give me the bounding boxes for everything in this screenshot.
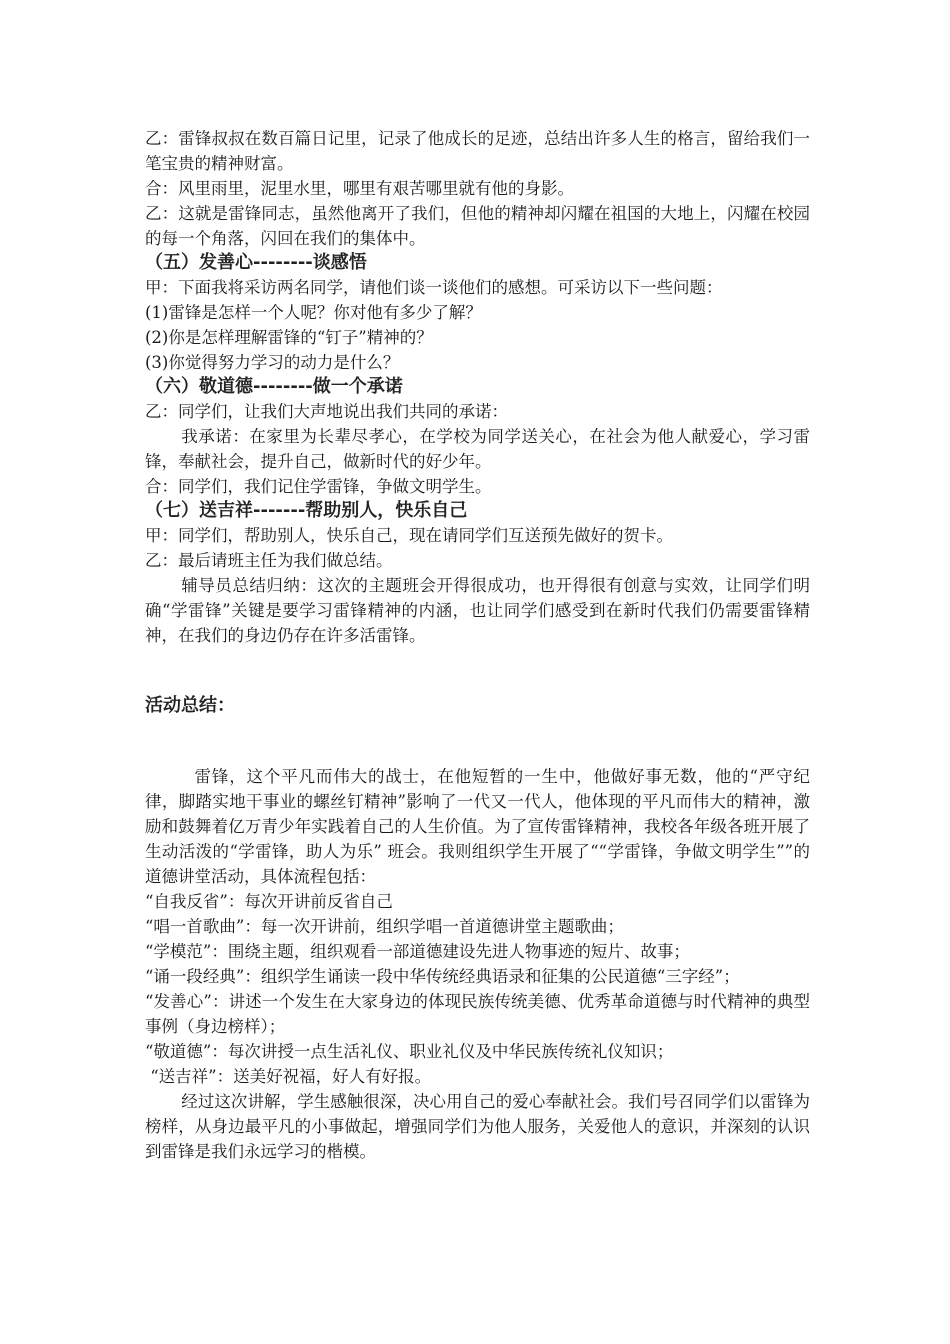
paragraph: 乙：雷锋叔叔在数百篇日记里，记录了他成长的足迹，总结出许多人生的格言，留给我们一笔宝贵的精神财富。 bbox=[145, 129, 810, 173]
summary-intro: 雷锋，这个平凡而伟大的战士，在他短暂的一生中，他做好事无数，他的“严守纪律，脚踏实地干事业的螺丝钉精神”影响了一代又一代人，他体现的平凡而伟大的精神，激励和鼓舞着亿万青少年实践着自己的人生价值。为了宣传雷锋精神，我校各年级各班开展了生动活泼的“学雷锋，助人为乐” 班会。我则组织学生开展了““学雷锋，争做文明学生””的道德讲堂活动，具体流程包括： bbox=[145, 767, 810, 886]
question-item: (1)雷锋是怎样一个人呢？你对他有多少了解？ bbox=[145, 303, 482, 322]
paragraph: 乙：同学们，让我们大声地说出我们共同的承诺： bbox=[145, 402, 508, 421]
section-heading-7: （七）送吉祥-------帮助别人，快乐自己 bbox=[145, 500, 468, 521]
summary-title: 活动总结： bbox=[145, 695, 235, 716]
list-item: “发善心”：讲述一个发生在大家身边的体现民族传统美德、优秀革命道德与时代精神的典型事例（身边榜样）； bbox=[145, 992, 810, 1036]
paragraph: 乙：最后请班主任为我们做总结。 bbox=[145, 551, 393, 570]
section-heading-6: （六）敬道德--------做一个承诺 bbox=[145, 376, 403, 397]
question-item: (3)你觉得努力学习的动力是什么？ bbox=[145, 353, 400, 372]
list-item: “诵一段经典”：组织学生诵读一段中华传统经典语录和征集的公民道德“三字经”； bbox=[145, 967, 740, 986]
question-item: (2)你是怎样理解雷锋的“钉子”精神的？ bbox=[145, 328, 433, 347]
closing-paragraph: 辅导员总结归纳：这次的主题班会开得很成功，也开得很有创意与实效，让同学们明确“学雷锋”关键是要学习雷锋精神的内涵，也让同学们感受到在新时代我们仍需要雷锋精神，在我们的身边仍存在许多活雷锋。 bbox=[145, 576, 810, 645]
paragraph: 合：风里雨里，泥里水里，哪里有艰苦哪里就有他的身影。 bbox=[145, 179, 574, 198]
document-page bbox=[145, 126, 810, 1164]
list-item: “唱一首歌曲”：每一次开讲前，组织学唱一首道德讲堂主题歌曲； bbox=[145, 917, 624, 936]
list-item: “自我反省”：每次开讲前反省自己 bbox=[145, 892, 393, 911]
summary-conclusion: 经过这次讲解，学生感触很深，决心用自己的爱心奉献社会。我们号召同学们以雷锋为榜样，从身边最平凡的小事做起，增强同学们为他人服务，关爱他人的意识，并深刻的认识到雷锋是我们永远学习的楷模。 bbox=[145, 1092, 810, 1161]
paragraph: 乙：这就是雷锋同志，虽然他离开了我们，但他的精神却闪耀在祖国的大地上，闪耀在校园的每一个角落，闪回在我们的集体中。 bbox=[145, 204, 810, 248]
paragraph: 甲：同学们，帮助别人，快乐自己，现在请同学们互送预先做好的贺卡。 bbox=[145, 526, 673, 545]
list-item: “学模范”：围绕主题，组织观看一部道德建设先进人物事迹的短片、故事； bbox=[145, 942, 690, 961]
paragraph: 合：同学们，我们记住学雷锋，争做文明学生。 bbox=[145, 477, 492, 496]
section-heading-5: （五）发善心--------谈感悟 bbox=[145, 252, 367, 273]
paragraph: 甲：下面我将采访两名同学，请他们谈一谈他们的感想。可采访以下一些问题： bbox=[145, 278, 723, 297]
list-item: “送吉祥”：送美好祝福，好人有好报。 bbox=[145, 1067, 432, 1086]
list-item: “敬道德”：每次讲授一点生活礼仪、职业礼仪及中华民族传统礼仪知识； bbox=[145, 1042, 674, 1061]
promise-paragraph: 我承诺：在家里为长辈尽孝心，在学校为同学送关心，在社会为他人献爱心，学习雷锋，奉献社会，提升自己，做新时代的好少年。 bbox=[145, 427, 810, 471]
